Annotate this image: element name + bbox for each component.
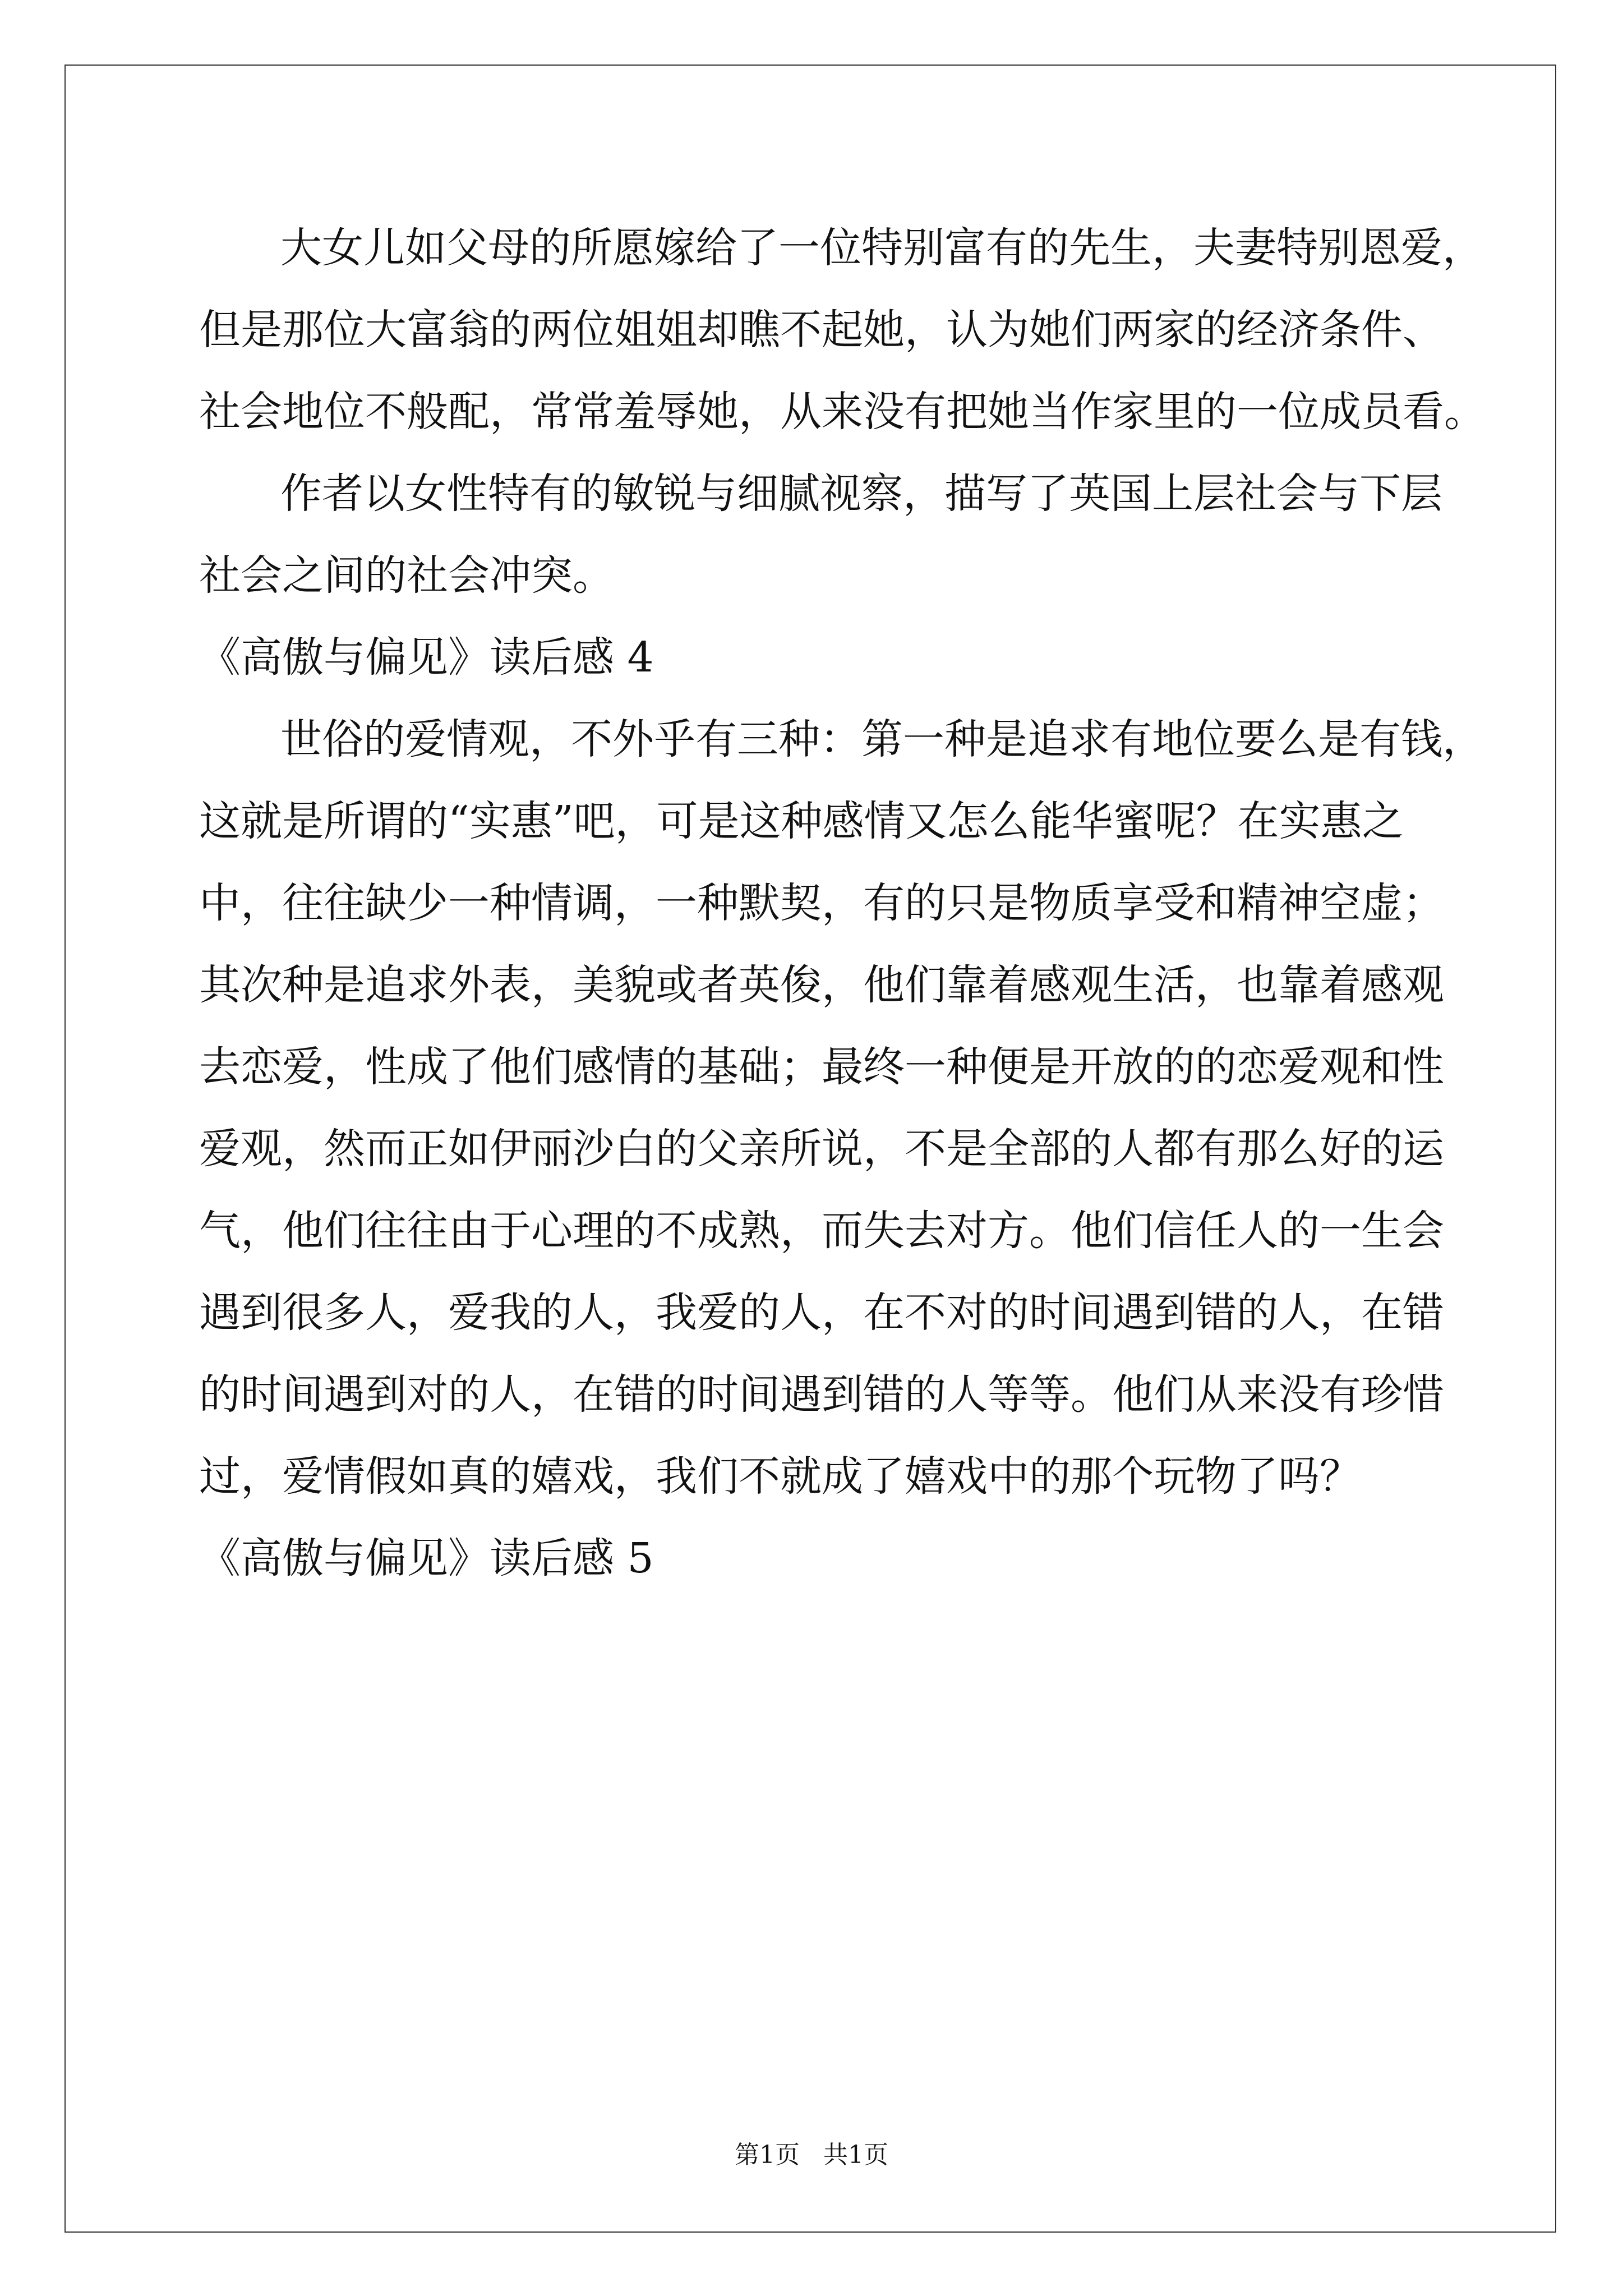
section-heading-4: 《高傲与偏见》读后感 4 xyxy=(199,633,654,682)
paragraph-1-line-2: 但是那位大富翁的两位姐姐却瞧不起她，认为她们两家的经济条件、 xyxy=(199,306,1444,354)
paragraph-1-line-1: 大女儿如父母的所愿嫁给了一位特别富有的先生，夫妻特别恩爱， xyxy=(280,224,1484,272)
paragraph-3-line-9: 的时间遇到对的人，在错的时间遇到错的人等等。他们从来没有珍惜 xyxy=(199,1370,1444,1419)
paragraph-3-line-6: 爱观，然而正如伊丽沙白的父亲所说，不是全部的人都有那么好的运 xyxy=(199,1125,1444,1173)
paragraph-3-line-8: 遇到很多人，爱我的人，我爱的人，在不对的时间遇到错的人，在错 xyxy=(199,1289,1444,1337)
paragraph-2-line-1: 作者以女性特有的敏锐与细腻视察，描写了英国上层社会与下层 xyxy=(280,470,1442,518)
section-heading-5: 《高傲与偏见》读后感 5 xyxy=(199,1534,654,1582)
paragraph-3-line-7: 气，他们往往由于心理的不成熟，而失去对方。他们信任人的一生会 xyxy=(199,1207,1444,1255)
paragraph-3-line-4: 其次种是追求外表，美貌或者英俊，他们靠着感观生活，也靠着感观 xyxy=(199,961,1444,1009)
page-footer: 第1页 共1页 xyxy=(735,2141,888,2169)
paragraph-3-line-2: 这就是所谓的“实惠”吧，可是这种感情又怎么能华蜜呢？在实惠之 xyxy=(199,797,1404,845)
paragraph-3-line-10: 过，爱情假如真的嬉戏，我们不就成了嬉戏中的那个玩物了吗？ xyxy=(199,1452,1361,1501)
paragraph-1-line-3: 社会地位不般配，常常羞辱她，从来没有把她当作家里的一位成员看。 xyxy=(199,388,1486,436)
paragraph-3-line-5: 去恋爱，性成了他们感情的基础；最终一种便是开放的的恋爱观和性 xyxy=(199,1043,1444,1091)
paragraph-2-line-2: 社会之间的社会冲突。 xyxy=(199,551,614,600)
paragraph-3-line-3: 中，往往缺少一种情调，一种默契，有的只是物质享受和精神空虚； xyxy=(199,879,1444,927)
paragraph-3-line-1: 世俗的爱情观，不外乎有三种：第一种是追求有地位要么是有钱， xyxy=(280,715,1484,763)
